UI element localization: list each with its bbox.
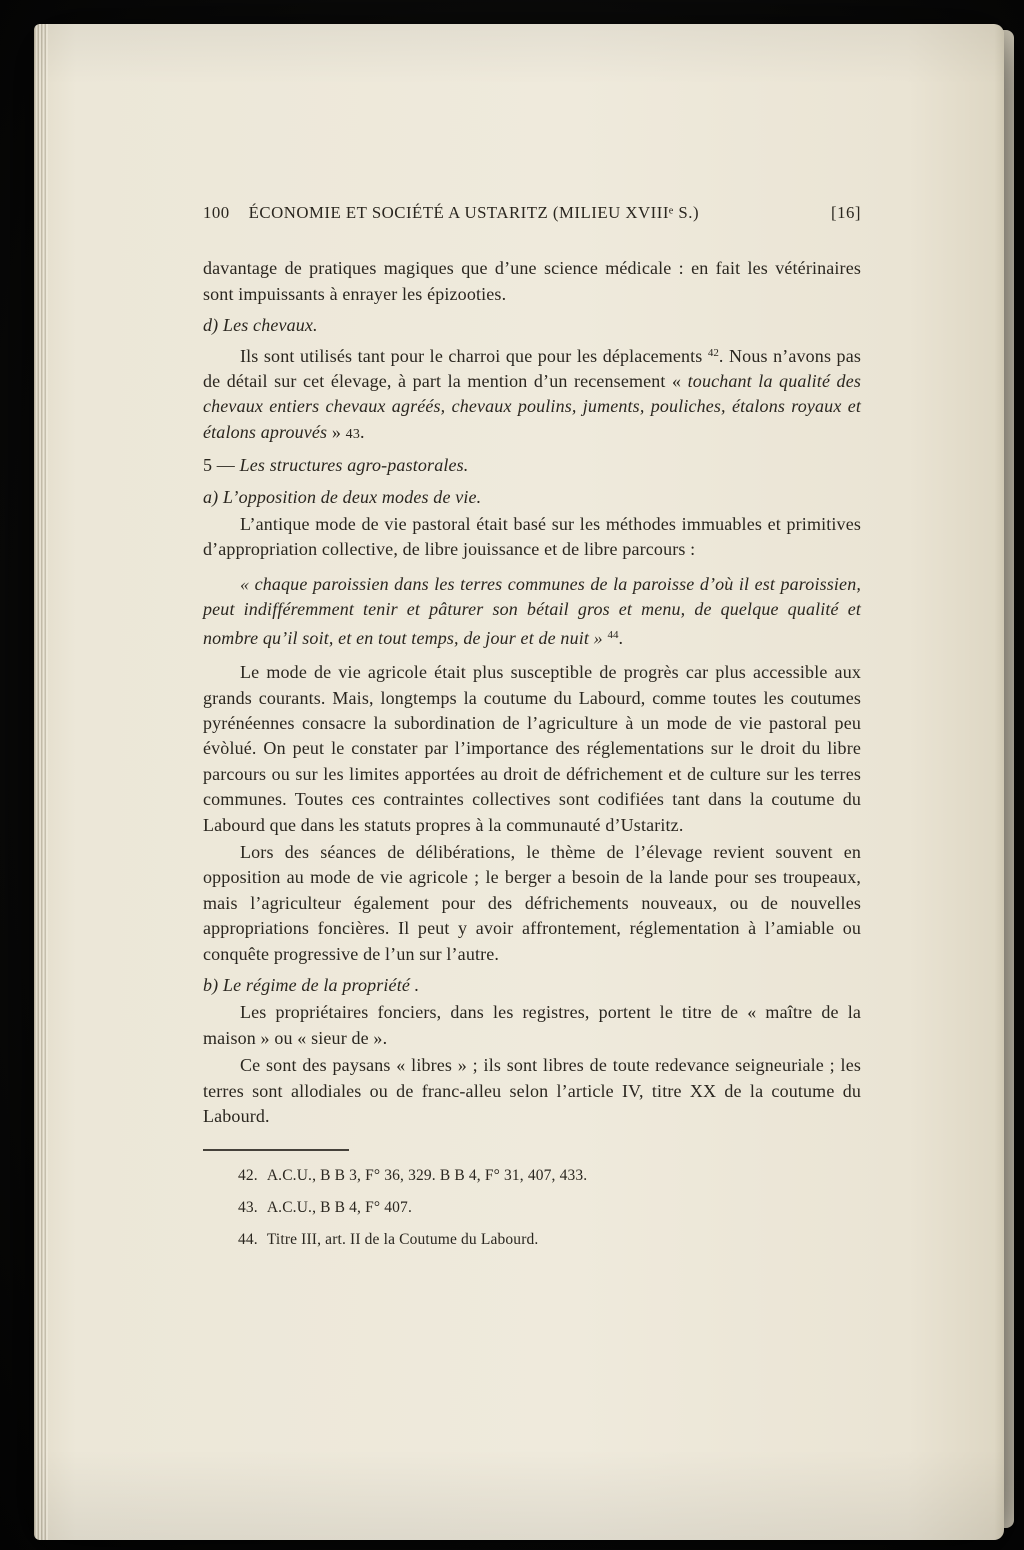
- page-number: 100: [203, 203, 230, 222]
- footnote-marker: 44: [607, 628, 619, 641]
- footnote-rule: [203, 1149, 349, 1151]
- footnote-marker: 42: [707, 346, 719, 359]
- paragraph: Ils sont utilisés tant pour le charroi que pour les déplacements $^{42}$. Nous n’avons pas de détail sur cet élevage, à part la mention d’un recensement « touchant la qualité des chevaux entiers chevaux agréés, chevaux poulins, juments, pouliches, étalons royaux et étalons aprouvés » 43.: [203, 345, 862, 442]
- quote-block: « chaque paroissien dans les terres communes de la paroisse d’où il est paroissien, peut indifféremment tenir et pâturer son bétail gros et menu, de quelque qualité et nombre qu’il soit, et en tout temps, de jour et de nuit » $^{44}$.: [203, 573, 861, 648]
- page-stack-edge: [34, 24, 48, 1540]
- footnote: [203, 1165, 861, 1187]
- text-blocks: [203, 256, 861, 1129]
- running-header: [203, 200, 861, 225]
- paragraph: L’antique mode de vie pastoral était basé sur les méthodes immuables et primitives d’appropriation collective, de libre jouissance et de libre parcours :: [203, 514, 861, 560]
- section-heading: a) L’opposition de deux modes de vie.: [203, 486, 482, 507]
- paragraph: Le mode de vie agricole était plus susceptible de progrès car plus accessible aux grands courants. Mais, longtemps la coutume du Labourd, comme toutes les coutumes pyrénéennes consacre la subordination de l’agriculture à un mode de vie pastoral peu évòlué. On peut le constater par l’importance des réglementations sur le droit du libre parcours ou sur les limites apportées au droit de défrichement et de culture sur les terres communes. Toutes ces contraintes collectives sont codifiées tant dans la coutume du Labourd que dans les statuts propres à la communauté d’Ustaritz.: [203, 662, 861, 835]
- footnote-text: A.C.U., B B 3, F° 36, 329. B B 4, F° 31, 407, 433.: [266, 1167, 588, 1185]
- footnote: [203, 1197, 861, 1219]
- section-heading: d) Les chevaux.: [203, 315, 318, 336]
- paragraph: Ce sont des paysans « libres » ; ils sont libres de toute redevance seigneuriale ; les terres sont allodiales ou de franc-alleu selon l’article IV, titre XX de la coutume du Labourd.: [203, 1055, 861, 1126]
- section-heading: b) Le régime de la propriété .: [203, 974, 420, 995]
- footnote-marker: 43: [345, 426, 360, 442]
- paragraph: davantage de pratiques magiques que d’une science médicale : en fait les vétérinaires sont impuissants à enrayer les épizooties.: [203, 258, 861, 304]
- header-margin-ref: [16]: [831, 203, 861, 222]
- footnote-number: 44.: [238, 1231, 258, 1249]
- paragraph: Les propriétaires fonciers, dans les registres, portent le titre de « maître de la maison » ou « sieur de ».: [203, 1002, 861, 1048]
- section-heading: 5 — Les structures agro-pastorales.: [203, 455, 469, 476]
- paragraph: Lors des séances de délibérations, le thème de l’élevage revient souvent en opposition au mode de vie agricole ; le berger a besoin de la lande pour ses troupeaux, mais l’agriculteur également pour des défrichements nouveaux, ou de nouvelles appropriations foncières. Il peut y avoir affrontement, réglementation à l’amiable ou conquête progressive de l’un sur l’autre.: [203, 841, 861, 964]
- book-page: [34, 24, 1004, 1540]
- footnote-text: A.C.U., B B 4, F° 407.: [266, 1199, 412, 1217]
- header-title: ÉCONOMIE ET SOCIÉTÉ A USTARITZ (MILIEU XVIIIᵉ S.): [248, 203, 700, 222]
- footnote-text: Titre III, art. II de la Coutume du Labourd.: [266, 1231, 539, 1249]
- footnote-number: 43.: [238, 1199, 258, 1217]
- footnote: [203, 1229, 861, 1251]
- page-text-area: [203, 200, 861, 1261]
- footnote-number: 42.: [238, 1167, 258, 1185]
- footnotes-list: [203, 1165, 861, 1251]
